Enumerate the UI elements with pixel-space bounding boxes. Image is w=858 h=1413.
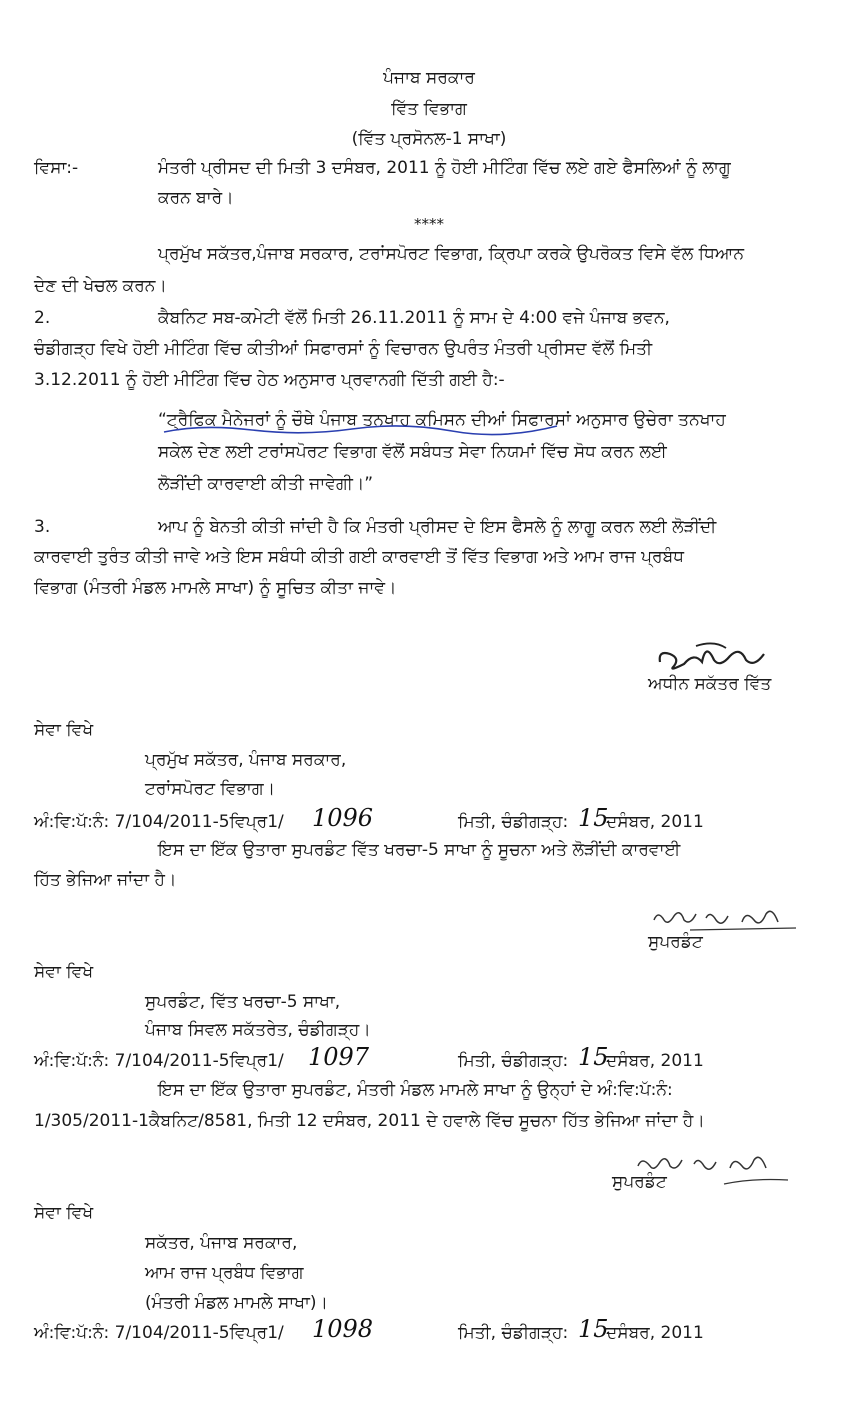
ref-number-3-handwritten: 1098 xyxy=(312,1315,374,1343)
date-day-1-handwritten: 15 xyxy=(578,804,609,832)
date-label-2: ਮਿਤੀ, ਚੰਡੀਗੜ੍ਹ: xyxy=(458,1051,569,1071)
copy-2-line-1: ਇਸ ਦਾ ਇੱਕ ਉਤਾਰਾ ਸੁਪਰਡੰਟ, ਮੰਤਰੀ ਮੰਡਲ ਮਾਮਲੇ ਸਾਖਾ ਨੂੰ ਉਨ੍ਹਾਂ ਦੇ ਅੰ:ਵਿ:ਪੱ:ਨੰ: xyxy=(158,1080,673,1100)
seva-vikhe-3: ਸੇਵਾ ਵਿਖੇ xyxy=(34,1203,94,1223)
branch-name: (ਵਿੱਤ ਪ੍ਰਸੋਨਲ-1 ਸਾਖਾ) xyxy=(351,129,507,149)
ref-number-2-handwritten: 1097 xyxy=(308,1043,370,1071)
addressee-3-line-2: ਆਮ ਰਾਜ ਪ੍ਰਬੰਧ ਵਿਭਾਗ xyxy=(145,1263,304,1283)
addressee-3-line-3: (ਮੰਤਰੀ ਮੰਡਲ ਮਾਮਲੇ ਸਾਖਾ)। xyxy=(145,1293,328,1313)
para1-line-1: ਪ੍ਰਮੁੱਖ ਸਕੱਤਰ,ਪੰਜਾਬ ਸਰਕਾਰ, ਟਰਾਂਸਪੋਰਟ ਵਿਭਾਗ, ਕ੍ਰਿਪਾ ਕਰਕੇ ਉਪਰੋਕਤ ਵਿਸੇ ਵੱਲ ਧਿਆਨ xyxy=(158,244,744,264)
date-rest-3: ਦਸੰਬਰ, 2011 xyxy=(606,1323,704,1343)
department-name: ਵਿੱਤ ਵਿਭਾਗ xyxy=(391,99,467,119)
date-label-3: ਮਿਤੀ, ਚੰਡੀਗੜ੍ਹ: xyxy=(458,1323,569,1343)
para2-line-3: 3.12.2011 ਨੂੰ ਹੋਈ ਮੀਟਿੰਗ ਵਿੱਚ ਹੇਠ ਅਨੁਸਾਰ ਪ੍ਰਵਾਨਗੀ ਦਿੱਤੀ ਗਈ ਹੈ:- xyxy=(34,370,505,390)
ref-number-2: ਅੰ:ਵਿ:ਪੱ:ਨੰ: 7/104/2011-5ਵਿਪ੍ਰ1/ xyxy=(34,1051,284,1071)
copy-1-line-1: ਇਸ ਦਾ ਇੱਕ ਉਤਾਰਾ ਸੁਪਰਡੰਟ ਵਿੱਤ ਖਰਚਾ-5 ਸਾਖਾ ਨੂੰ ਸੂਚਨਾ ਅਤੇ ਲੋੜੀਂਦੀ ਕਾਰਵਾਈ xyxy=(158,840,681,860)
separator-stars: **** xyxy=(414,215,444,233)
para3-line-3: ਵਿਭਾਗ (ਮੰਤਰੀ ਮੰਡਲ ਮਾਮਲੇ ਸਾਖਾ) ਨੂੰ ਸੂਚਿਤ ਕੀਤਾ ਜਾਵੇ। xyxy=(34,578,397,598)
copy-1-line-2: ਹਿੱਤ ਭੇਜਿਆ ਜਾਂਦਾ ਹੈ। xyxy=(34,870,177,890)
seva-vikhe-2: ਸੇਵਾ ਵਿਖੇ xyxy=(34,962,94,982)
para2-line-2: ਚੰਡੀਗੜ੍ਹ ਵਿਖੇ ਹੋਈ ਮੀਟਿੰਗ ਵਿੱਚ ਕੀਤੀਆਂ ਸਿਫਾਰਸਾਂ ਨੂੰ ਵਿਚਾਰਨ ਉਪਰੰਤ ਮੰਤਰੀ ਪ੍ਰੀਸਦ ਵੱਲੋਂ ਮਿਤੀ xyxy=(34,339,653,359)
ref-number-1-handwritten: 1096 xyxy=(312,804,374,832)
superintendent-title-2: ਸੁਪਰਡੰਟ xyxy=(612,1172,667,1192)
para3-line-2: ਕਾਰਵਾਈ ਤੁਰੰਤ ਕੀਤੀ ਜਾਵੇ ਅਤੇ ਇਸ ਸਬੰਧੀ ਕੀਤੀ ਗਈ ਕਾਰਵਾਈ ਤੋਂ ਵਿੱਤ ਵਿਭਾਗ ਅਤੇ ਆਮ ਰਾਜ ਪ੍ਰਬੰਧ xyxy=(34,547,684,567)
quote-line-3: ਲੋੜੀਂਦੀ ਕਾਰਵਾਈ ਕੀਤੀ ਜਾਵੇਗੀ।” xyxy=(158,474,374,494)
copy-2-line-2: 1/305/2011-1ਕੈਬਨਿਟ/8581, ਮਿਤੀ 12 ਦਸੰਬਰ, 2011 ਦੇ ਹਵਾਲੇ ਵਿੱਚ ਸੂਚਨਾ ਹਿੱਤ ਭੇਜਿਆ ਜਾਂਦਾ ਹੈ। xyxy=(34,1111,705,1131)
seva-vikhe-1: ਸੇਵਾ ਵਿਖੇ xyxy=(34,720,94,740)
ref-number-1: ਅੰ:ਵਿ:ਪੱ:ਨੰ: 7/104/2011-5ਵਿਪ੍ਰ1/ xyxy=(34,812,284,832)
ref-number-3: ਅੰ:ਵਿ:ਪੱ:ਨੰ: 7/104/2011-5ਵਿਪ੍ਰ1/ xyxy=(34,1323,284,1343)
signatory-title: ਅਧੀਨ ਸਕੱਤਰ ਵਿੱਤ xyxy=(648,674,772,694)
addressee-1-line-1: ਪ੍ਰਮੁੱਖ ਸਕੱਤਰ, ਪੰਜਾਬ ਸਰਕਾਰ, xyxy=(145,750,347,770)
date-day-2-handwritten: 15 xyxy=(578,1043,609,1071)
date-day-3-handwritten: 15 xyxy=(578,1315,609,1343)
subject-line-1: ਮੰਤਰੀ ਪ੍ਰੀਸਦ ਦੀ ਮਿਤੀ 3 ਦਸੰਬਰ, 2011 ਨੂੰ ਹੋਈ ਮੀਟਿੰਗ ਵਿੱਚ ਲਏ ਗਏ ਫੈਸਲਿਆਂ ਨੂੰ ਲਾਗੂ xyxy=(158,158,731,178)
para3-line-1: ਆਪ ਨੂੰ ਬੇਨਤੀ ਕੀਤੀ ਜਾਂਦੀ ਹੈ ਕਿ ਮੰਤਰੀ ਪ੍ਰੀਸਦ ਦੇ ਇਸ ਫੈਸਲੇ ਨੂੰ ਲਾਗੂ ਕਰਨ ਲਈ ਲੋੜੀਂਦੀ xyxy=(158,517,717,537)
quote-line-1: “ਟ੍ਰੈਫਿਕ ਮੈਨੇਜਰਾਂ ਨੂੰ ਚੌਥੇ ਪੰਜਾਬ ਤਨਖਾਹ ਕਮਿਸਨ ਦੀਆਂ ਸਿਫਾਰਸਾਂ ਅਨੁਸਾਰ ਉਚੇਰਾ ਤਨਖਾਹ xyxy=(158,410,726,430)
office-name: ਪੰਜਾਬ ਸਰਕਾਰ xyxy=(383,68,475,88)
para1-line-2: ਦੇਣ ਦੀ ਖੇਚਲ ਕਰਨ। xyxy=(34,276,167,296)
superintendent-title-1: ਸੁਪਰਡੰਟ xyxy=(648,932,703,952)
addressee-3-line-1: ਸਕੱਤਰ, ਪੰਜਾਬ ਸਰਕਾਰ, xyxy=(145,1233,298,1253)
addressee-2-line-1: ਸੁਪਰਡੰਟ, ਵਿੱਤ ਖਰਚਾ-5 ਸਾਖਾ, xyxy=(145,992,341,1012)
para2-line-1: ਕੈਬਨਿਟ ਸਬ-ਕਮੇਟੀ ਵੱਲੋਂ ਮਿਤੀ 26.11.2011 ਨੂੰ ਸਾਮ ਦੇ 4:00 ਵਜੇ ਪੰਜਾਬ ਭਵਨ, xyxy=(158,308,670,328)
subject-label: ਵਿਸਾ:- xyxy=(34,158,79,178)
quote-line-2: ਸਕੇਲ ਦੇਣ ਲਈ ਟਰਾਂਸਪੋਰਟ ਵਿਭਾਗ ਵੱਲੋਂ ਸਬੰਧਤ ਸੇਵਾ ਨਿਯਮਾਂ ਵਿੱਚ ਸੋਧ ਕਰਨ ਲਈ xyxy=(158,442,667,462)
handwritten-signature-under-secretary xyxy=(654,632,774,678)
date-rest-1: ਦਸੰਬਰ, 2011 xyxy=(606,812,704,832)
subject-line-2: ਕਰਨ ਬਾਰੇ। xyxy=(158,188,234,208)
handwritten-signature-superintendent-1 xyxy=(650,900,800,936)
hand-underline xyxy=(162,420,562,438)
addressee-2-line-2: ਪੰਜਾਬ ਸਿਵਲ ਸਕੱਤਰੇਤ, ਚੰਡੀਗੜ੍ਹ। xyxy=(145,1020,371,1040)
para3-number: 3. xyxy=(34,517,51,537)
para2-number: 2. xyxy=(34,308,51,328)
date-rest-2: ਦਸੰਬਰ, 2011 xyxy=(606,1051,704,1071)
date-label-1: ਮਿਤੀ, ਚੰਡੀਗੜ੍ਹ: xyxy=(458,812,569,832)
addressee-1-line-2: ਟਰਾਂਸਪੋਰਟ ਵਿਭਾਗ। xyxy=(145,779,276,799)
